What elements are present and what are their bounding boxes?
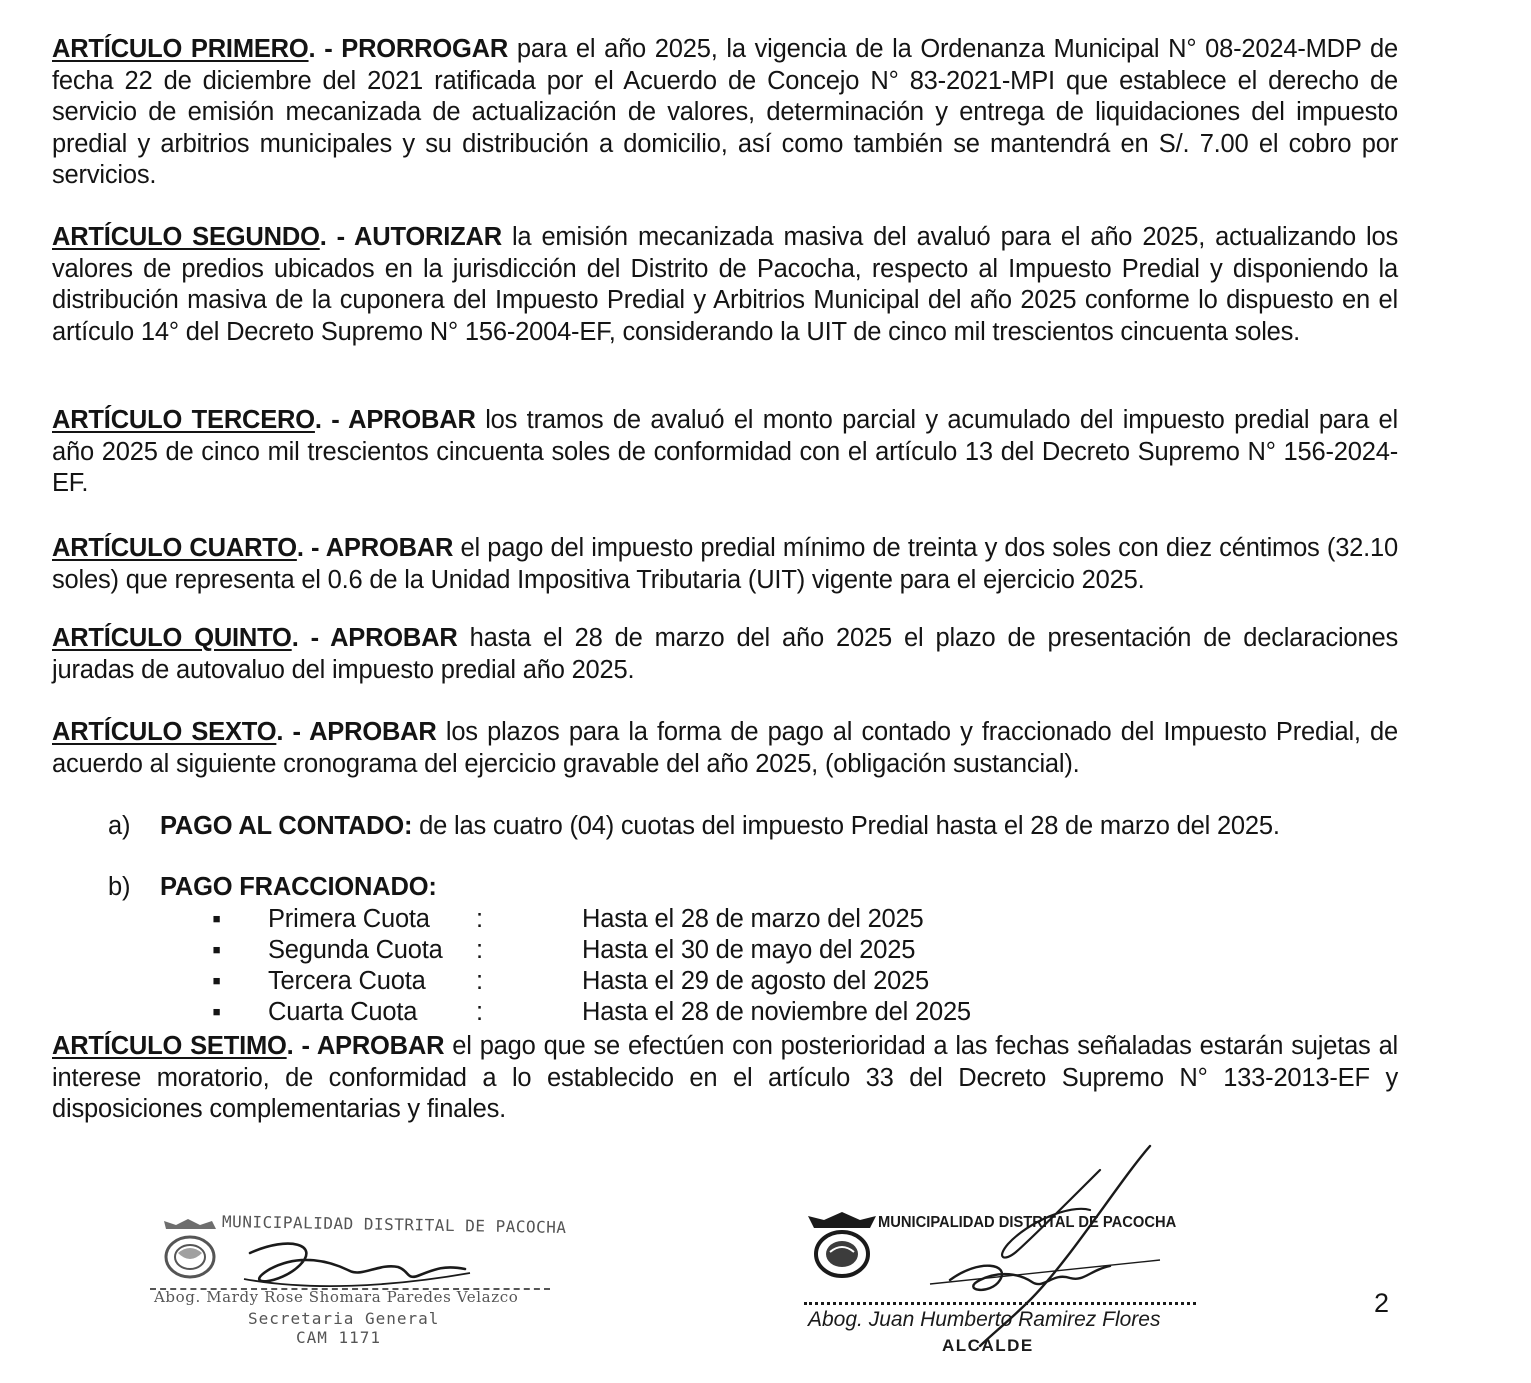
municipal-seal-icon <box>804 1206 880 1282</box>
cuota-colon: : <box>476 936 483 964</box>
article-text: los tramos de avaluó el monto parcial y acumulado del impuesto predial para el año 2025 de cinco mil trescientos cincuenta soles de conformidad con el artículo 13 del Decreto Supremo N° 156-2024-EF. <box>52 406 1398 497</box>
article-separator: . - <box>296 534 326 562</box>
left-signature-block <box>150 1205 570 1355</box>
article-separator: . - <box>308 35 342 63</box>
article-text: el pago que se efectúen con posterioridad a las fechas señaladas estarán sujetas al interese moratorio, de conformidad a lo establecido en el artículo 33 del Decreto Supremo N° 133-2013-EF y disposiciones complementarias y finales. <box>52 1032 1399 1123</box>
article-tercero <box>52 405 1398 500</box>
page-number: 2 <box>1374 1288 1390 1318</box>
article-separator: . - <box>291 624 331 652</box>
article-separator: . - <box>314 406 349 434</box>
article-separator: . - <box>276 718 310 746</box>
article-verb: APROBAR <box>325 534 454 562</box>
payment-fraccionado <box>108 872 437 903</box>
article-label: ARTÍCULO SEXTO <box>52 718 277 746</box>
square-bullet-icon: ▪ <box>212 998 221 1026</box>
article-segundo <box>52 222 1398 348</box>
article-label: ARTÍCULO QUINTO <box>52 624 292 652</box>
article-label: ARTÍCULO PRIMERO <box>52 35 309 63</box>
article-verb: APROBAR <box>330 624 458 652</box>
article-text: la emisión mecanizada masiva del avaluó para el año 2025, actualizando los valores de predios ubicados en la jurisdicción del Distrito de Pacocha, respecto al Impuesto Predial y disponiendo la distribución masiva de la cuponera del Impuesto Predial y Arbitrios Municipal del año 2025 conforme lo dispuesto en el artículo 14° del Decreto Supremo N° 156-2004-EF, considerando la UIT de cinco mil trescientos cincuenta soles. <box>52 223 1398 346</box>
article-quinto <box>52 623 1398 686</box>
payment-label: PAGO AL CONTADO: <box>160 812 413 840</box>
article-label: ARTÍCULO SEGUNDO <box>52 223 320 251</box>
cuota-name: Cuarta Cuota <box>268 998 418 1026</box>
signatory-name: Abog. Juan Humberto Ramirez Flores <box>808 1308 1161 1331</box>
handwritten-signature-icon <box>230 1235 490 1295</box>
article-label: ARTÍCULO SETIMO <box>52 1032 287 1060</box>
square-bullet-icon: ▪ <box>212 967 221 995</box>
list-marker: a) <box>108 812 131 840</box>
signatory-registration: CAM 1171 <box>296 1328 382 1347</box>
signatory-name: Abog. Mardy Rose Shomara Paredes Velazco <box>154 1288 519 1306</box>
stamp-heading: MUNICIPALIDAD DISTRITAL DE PACOCHA <box>221 1211 567 1238</box>
signature-dotted-line <box>804 1302 1196 1305</box>
article-cuarto <box>52 533 1398 596</box>
cuota-colon: : <box>476 998 483 1026</box>
article-verb: PRORROGAR <box>341 35 509 63</box>
stamp-heading: MUNICIPALIDAD DISTRITAL DE PACOCHA <box>878 1214 1177 1231</box>
municipal-seal-icon <box>156 1213 226 1283</box>
cuota-date: Hasta el 28 de marzo del 2025 <box>582 905 924 933</box>
article-verb: APROBAR <box>309 718 437 746</box>
cuota-name: Primera Cuota <box>268 905 430 933</box>
article-sexto <box>52 717 1398 780</box>
article-text: los plazos para la forma de pago al contado y fraccionado del Impuesto Predial, de acuerdo al siguiente cronograma del ejercicio gravable del año 2025, (obligación sustancial). <box>52 718 1399 778</box>
article-primero <box>52 34 1398 192</box>
payment-label: PAGO FRACCIONADO: <box>160 873 437 901</box>
article-separator: . - <box>319 223 355 251</box>
article-separator: . - <box>286 1032 317 1060</box>
list-marker: b) <box>108 873 131 901</box>
article-setimo <box>52 1031 1398 1126</box>
article-verb: APROBAR <box>348 406 476 434</box>
article-verb: AUTORIZAR <box>354 223 502 251</box>
article-verb: APROBAR <box>316 1032 445 1060</box>
article-label: ARTÍCULO CUARTO <box>52 534 297 562</box>
cuota-name: Segunda Cuota <box>268 936 443 964</box>
cuota-colon: : <box>476 905 483 933</box>
cuota-colon: : <box>476 967 483 995</box>
article-text: hasta el 28 de marzo del año 2025 el plazo de presentación de declaraciones juradas de autovaluo del impuesto predial año 2025. <box>52 624 1398 684</box>
cuota-date: Hasta el 30 de mayo del 2025 <box>582 936 916 964</box>
cuota-date: Hasta el 29 de agosto del 2025 <box>582 967 930 995</box>
signatory-role: Secretaria General <box>248 1309 440 1328</box>
right-signature-block <box>800 1140 1220 1360</box>
square-bullet-icon: ▪ <box>212 936 221 964</box>
cuota-name: Tercera Cuota <box>268 967 426 995</box>
signatory-role: ALCALDE <box>942 1336 1034 1355</box>
payment-contado <box>108 811 1280 842</box>
article-text: el pago del impuesto predial mínimo de treinta y dos soles con diez céntimos (32.10 soles) que representa el 0.6 de la Unidad Impositiva Tributaria (UIT) vigente para el ejercicio 2025. <box>52 534 1399 594</box>
square-bullet-icon: ▪ <box>212 905 221 933</box>
cuota-date: Hasta el 28 de noviembre del 2025 <box>582 998 971 1026</box>
payment-text: de las cuatro (04) cuotas del impuesto Predial hasta el 28 de marzo del 2025. <box>412 812 1280 840</box>
article-text: para el año 2025, la vigencia de la Ordenanza Municipal N° 08-2024-MDP de fecha 22 de diciembre del 2021 ratificada por el Acuerdo de Concejo N° 83-2021-MPI que establece el derecho de servicio de emisión mecanizada de actualización de valores, determinación y entrega de liquidaciones del impuesto predial y arbitrios municipales y su distribución a domicilio, así como también se mantendrá en S/. 7.00 el cobro por servicios. <box>52 35 1398 189</box>
article-label: ARTÍCULO TERCERO <box>52 406 315 434</box>
